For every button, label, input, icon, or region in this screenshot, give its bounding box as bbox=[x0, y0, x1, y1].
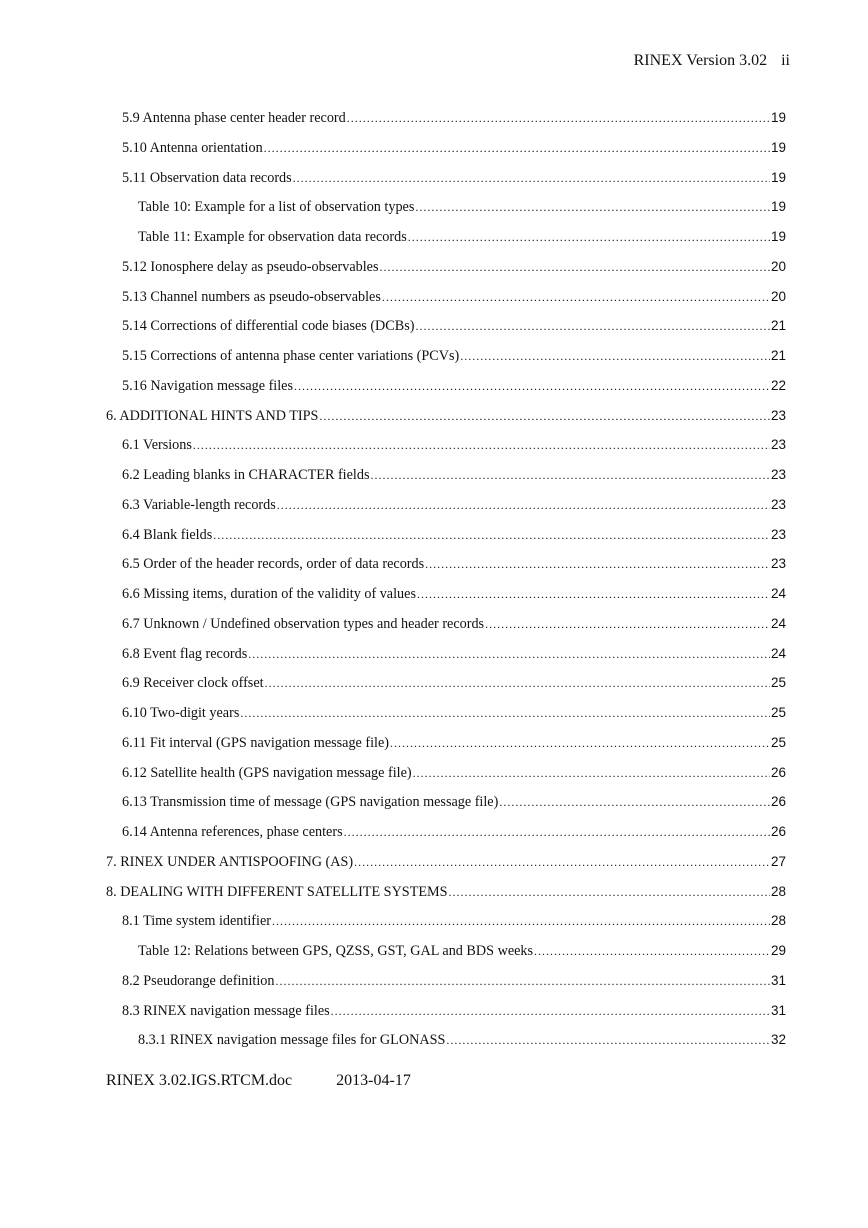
toc-entry-page: 28 bbox=[770, 913, 786, 929]
dot-leader bbox=[276, 971, 770, 991]
toc-entry-title: 6.8 Event flag records bbox=[122, 645, 248, 662]
dot-leader bbox=[499, 792, 770, 812]
toc-entry-page: 19 bbox=[770, 199, 786, 215]
toc-entry[interactable] bbox=[0, 374, 868, 404]
toc-entry-page: 19 bbox=[770, 139, 786, 155]
toc-entry-page: 27 bbox=[770, 853, 786, 869]
toc-entry[interactable] bbox=[0, 642, 868, 672]
toc-entry-page: 22 bbox=[770, 377, 786, 393]
toc-entry-title: 5.15 Corrections of antenna phase center variations (PCVs) bbox=[122, 348, 460, 364]
toc-entry-page: 25 bbox=[770, 705, 786, 720]
toc-entry-page: 19 bbox=[770, 229, 786, 244]
toc-entry-title: 6.3 Variable-length records bbox=[122, 496, 276, 513]
toc-entry-page: 20 bbox=[770, 258, 786, 274]
toc-entry[interactable] bbox=[0, 850, 868, 880]
toc-entry[interactable] bbox=[0, 701, 868, 731]
dot-leader bbox=[446, 1030, 770, 1050]
dot-leader bbox=[265, 673, 770, 693]
toc-entry-page: 23 bbox=[770, 467, 786, 482]
toc-entry[interactable] bbox=[0, 463, 868, 493]
toc-entry-title: 5.16 Navigation message files bbox=[122, 377, 293, 394]
toc-entry-title: 6.6 Missing items, duration of the validity of values bbox=[122, 586, 416, 602]
toc-entry-title: Table 11: Example for observation data records bbox=[138, 229, 407, 245]
page-footer bbox=[106, 1072, 411, 1090]
toc-entry-title: 5.11 Observation data records bbox=[122, 169, 292, 186]
dot-leader bbox=[415, 316, 769, 336]
toc-entry[interactable] bbox=[0, 582, 868, 612]
toc-entry-title: 6.1 Versions bbox=[122, 437, 192, 454]
footer-filename: RINEX 3.02.IGS.RTCM.doc bbox=[106, 1072, 293, 1089]
dot-leader bbox=[294, 376, 770, 396]
toc-entry-title: 6.5 Order of the header records, order of data records bbox=[122, 556, 425, 573]
toc-entry-title: Table 10: Example for a list of observation types bbox=[138, 199, 415, 216]
dot-leader bbox=[319, 406, 770, 426]
toc-entry[interactable] bbox=[0, 820, 868, 850]
dot-leader bbox=[449, 882, 770, 902]
toc-entry[interactable] bbox=[0, 166, 868, 196]
dot-leader bbox=[413, 763, 770, 783]
toc-entry-page: 26 bbox=[770, 764, 786, 780]
dot-leader bbox=[425, 554, 770, 574]
toc-entry-title: 6. ADDITIONAL HINTS AND TIPS bbox=[106, 407, 319, 424]
dot-leader bbox=[415, 197, 770, 217]
toc-entry[interactable] bbox=[0, 285, 868, 315]
toc-entry[interactable] bbox=[0, 880, 868, 910]
toc-entry[interactable] bbox=[0, 255, 868, 285]
toc-entry-title: 6.2 Leading blanks in CHARACTER fields bbox=[122, 467, 370, 483]
toc-entry[interactable] bbox=[0, 523, 868, 553]
toc-entry-page: 28 bbox=[770, 883, 786, 899]
toc-entry[interactable] bbox=[0, 731, 868, 761]
toc-entry[interactable] bbox=[0, 195, 868, 225]
toc-entry[interactable] bbox=[0, 909, 868, 939]
dot-leader bbox=[347, 108, 770, 128]
toc-entry-title: 5.14 Corrections of differential code biases (DCBs) bbox=[122, 318, 415, 335]
toc-entry[interactable] bbox=[0, 671, 868, 701]
dot-leader bbox=[485, 614, 770, 634]
page-header bbox=[634, 52, 790, 70]
dot-leader bbox=[264, 138, 770, 158]
toc-entry-page: 29 bbox=[770, 943, 786, 958]
toc-entry-page: 31 bbox=[770, 972, 786, 988]
toc-entry-page: 25 bbox=[770, 675, 786, 691]
toc-entry-title: 8.1 Time system identifier bbox=[122, 913, 271, 930]
dot-leader bbox=[460, 346, 770, 366]
toc-entry-title: 6.11 Fit interval (GPS navigation message file) bbox=[122, 734, 390, 751]
toc-entry-title: 6.7 Unknown / Undefined observation types and header records bbox=[122, 615, 485, 632]
dot-leader bbox=[213, 525, 770, 545]
dot-leader bbox=[277, 495, 770, 515]
dot-leader bbox=[248, 644, 770, 664]
toc-entry[interactable] bbox=[0, 761, 868, 791]
dot-leader bbox=[408, 227, 770, 247]
dot-leader bbox=[344, 822, 770, 842]
toc-entry-title: 6.10 Two-digit years bbox=[122, 705, 240, 721]
toc-entry-page: 23 bbox=[770, 407, 786, 423]
toc-entry-page: 32 bbox=[770, 1032, 786, 1048]
toc-entry[interactable] bbox=[0, 106, 868, 136]
toc-entry-page: 19 bbox=[770, 169, 786, 185]
toc-entry[interactable] bbox=[0, 314, 868, 344]
toc-entry-title: 6.12 Satellite health (GPS navigation message file) bbox=[122, 764, 412, 781]
toc-entry-page: 19 bbox=[770, 110, 786, 125]
toc-entry-page: 24 bbox=[770, 615, 786, 631]
toc-entry[interactable] bbox=[0, 969, 868, 999]
toc-entry-page: 24 bbox=[770, 645, 786, 661]
toc-entry[interactable] bbox=[0, 433, 868, 463]
footer-date: 2013-04-17 bbox=[336, 1072, 411, 1089]
dot-leader bbox=[382, 287, 770, 307]
dot-leader bbox=[379, 257, 769, 277]
toc-entry-page: 24 bbox=[770, 586, 786, 601]
dot-leader bbox=[193, 435, 770, 455]
toc-entry-title: 5.10 Antenna orientation bbox=[122, 139, 263, 156]
toc-entry-title: 6.13 Transmission time of message (GPS navigation message file) bbox=[122, 794, 499, 811]
dot-leader bbox=[293, 168, 770, 188]
table-of-contents bbox=[0, 106, 868, 1058]
toc-entry[interactable] bbox=[0, 790, 868, 820]
toc-entry-page: 26 bbox=[770, 794, 786, 810]
toc-entry-title: 8.3.1 RINEX navigation message files for GLONASS bbox=[138, 1032, 446, 1049]
toc-entry[interactable] bbox=[0, 612, 868, 642]
toc-entry-title: 6.14 Antenna references, phase centers bbox=[122, 824, 343, 840]
toc-entry[interactable] bbox=[0, 1028, 868, 1058]
toc-entry[interactable] bbox=[0, 493, 868, 523]
toc-entry-title: 5.13 Channel numbers as pseudo-observables bbox=[122, 288, 381, 305]
toc-entry-title: 6.9 Receiver clock offset bbox=[122, 675, 264, 692]
toc-entry-page: 21 bbox=[770, 348, 786, 363]
toc-entry-page: 26 bbox=[770, 824, 786, 839]
dot-leader bbox=[354, 852, 770, 872]
toc-entry-title: 7. RINEX UNDER ANTISPOOFING (AS) bbox=[106, 853, 354, 870]
toc-entry-page: 20 bbox=[770, 288, 786, 304]
toc-entry-title: 8. DEALING WITH DIFFERENT SATELLITE SYSTEMS bbox=[106, 883, 448, 900]
toc-entry-page: 23 bbox=[770, 556, 786, 572]
toc-entry[interactable] bbox=[0, 999, 868, 1029]
page-number: ii bbox=[781, 52, 790, 69]
toc-entry-title: 5.12 Ionosphere delay as pseudo-observables bbox=[122, 258, 379, 275]
document-title: RINEX Version 3.02 bbox=[633, 52, 768, 69]
toc-entry-page: 31 bbox=[770, 1002, 786, 1018]
dot-leader bbox=[240, 703, 770, 723]
toc-entry-title: 8.3 RINEX navigation message files bbox=[122, 1002, 330, 1019]
toc-entry-page: 23 bbox=[770, 437, 786, 453]
toc-entry[interactable] bbox=[0, 552, 868, 582]
toc-entry[interactable] bbox=[0, 225, 868, 255]
dot-leader bbox=[370, 465, 769, 485]
toc-entry-page: 21 bbox=[770, 318, 786, 334]
toc-entry[interactable] bbox=[0, 344, 868, 374]
toc-entry-page: 25 bbox=[770, 734, 786, 750]
dot-leader bbox=[331, 1001, 770, 1021]
toc-entry-title: 6.4 Blank fields bbox=[122, 526, 213, 543]
toc-entry[interactable] bbox=[0, 939, 868, 969]
dot-leader bbox=[272, 911, 770, 931]
toc-entry-title: 8.2 Pseudorange definition bbox=[122, 972, 275, 989]
toc-entry-page: 23 bbox=[770, 496, 786, 512]
toc-entry-title: Table 12: Relations between GPS, QZSS, GST, GAL and BDS weeks bbox=[138, 943, 534, 959]
dot-leader bbox=[390, 733, 770, 753]
toc-entry[interactable] bbox=[0, 136, 868, 166]
dot-leader bbox=[417, 584, 770, 604]
toc-entry-title: 5.9 Antenna phase center header record bbox=[122, 110, 346, 126]
dot-leader bbox=[534, 941, 770, 961]
toc-entry[interactable] bbox=[0, 404, 868, 434]
toc-entry-page: 23 bbox=[770, 526, 786, 542]
